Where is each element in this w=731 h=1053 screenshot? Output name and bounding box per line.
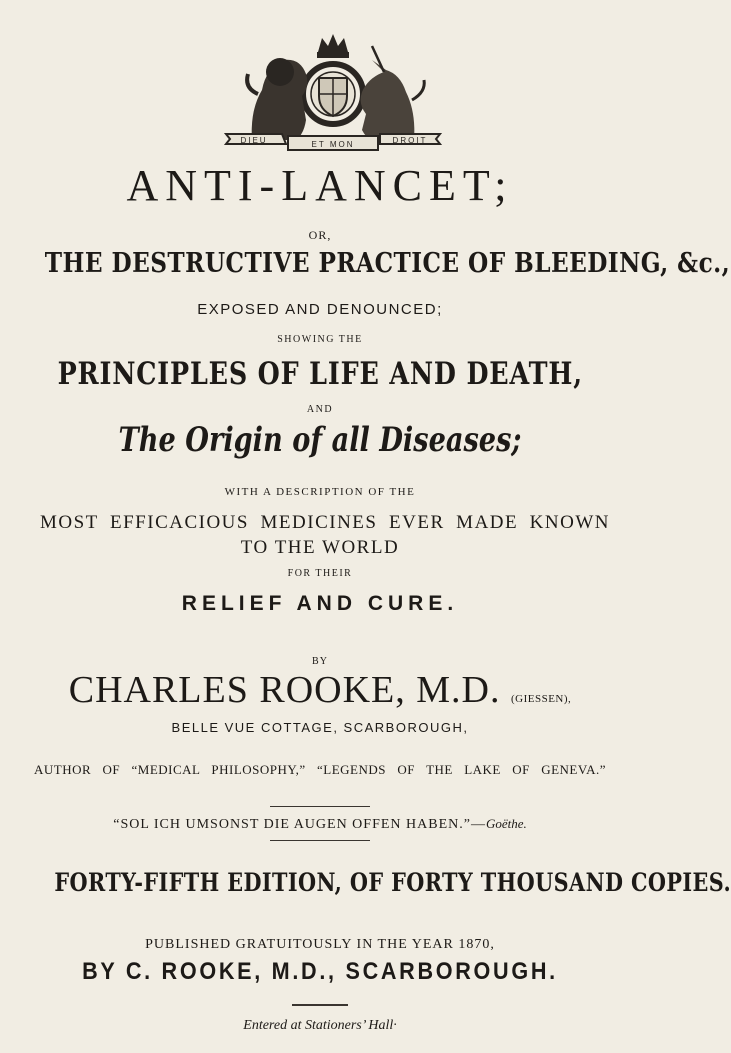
relief-line: RELIEF AND CURE.: [181, 592, 459, 615]
author-name-text: CHARLES ROOKE, M.D.: [68, 669, 501, 711]
entered-line: Entered at Stationers’ Hall·: [243, 1018, 397, 1033]
medicines-line-2: TO THE WORLD: [240, 537, 400, 558]
author-address: BELLE VUE COTTAGE, SCARBOROUGH,: [171, 720, 469, 735]
subtitle: THE DESTRUCTIVE PRACTICE OF BLEEDING, &c.,: [44, 248, 731, 279]
rule-top: [270, 806, 370, 807]
author-works: AUTHOR OF “MEDICAL PHILOSOPHY,” “LEGENDS OF THE LAKE OF GENEVA.”: [34, 762, 606, 777]
principles-line: PRINCIPLES OF LIFE AND DEATH,: [57, 356, 583, 392]
rule-bottom: [270, 840, 370, 841]
and-connector: AND: [306, 404, 334, 415]
crest-motto-2: ET MON: [311, 140, 355, 149]
book-title: ANTI-LANCET;: [126, 161, 514, 210]
medicines-line-1: MOST EFFICACIOUS MEDICINES EVER MADE KNOWN: [40, 512, 610, 533]
origin-line: The Origin of all Diseases;: [118, 420, 522, 460]
or-connector: OR,: [308, 228, 332, 242]
rule-entered: [292, 1004, 348, 1006]
crest-motto-3: DROIT: [392, 136, 428, 145]
showing-line: SHOWING THE: [277, 334, 363, 345]
crest-motto-1: DIEU: [240, 136, 268, 145]
description-line: WITH A DESCRIPTION OF THE: [224, 486, 416, 498]
epigraph-author: Goëthe.: [485, 816, 527, 831]
by-line: BY: [312, 656, 328, 667]
author-name: [0, 668, 640, 712]
epigraph-text: “SOL ICH UMSONST DIE AUGEN OFFEN HABEN.”—: [113, 817, 486, 832]
royal-coat-of-arms-icon: [222, 30, 444, 158]
for-their-line: FOR THEIR: [287, 568, 353, 579]
epigraph: [0, 816, 640, 833]
edition-line: FORTY-FIFTH EDITION, OF FORTY THOUSAND COPIES.: [54, 868, 731, 897]
exposed-line: EXPOSED AND DENOUNCED;: [197, 301, 443, 318]
author-degree: (GIESSEN),: [510, 693, 572, 705]
publisher-line: BY C. ROOKE, M.D., SCARBOROUGH.: [82, 958, 558, 985]
published-line: PUBLISHED GRATUITOUSLY IN THE YEAR 1870,: [145, 937, 495, 952]
